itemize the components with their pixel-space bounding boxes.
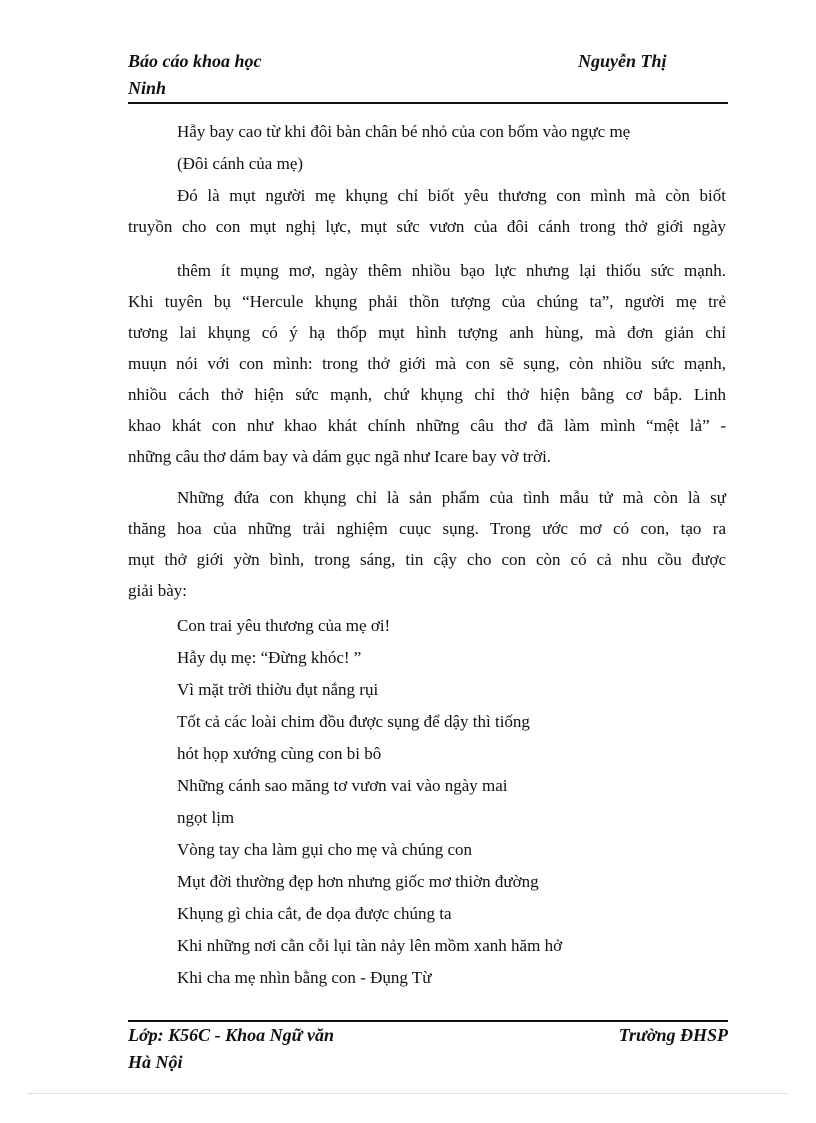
poem-line: Mụt đời thường đẹp hơn nhưng giốc mơ thiờn đường: [177, 872, 539, 891]
page-footer: [128, 1022, 728, 1074]
poem-line: hót họp xướng cùng con bi bô: [177, 744, 382, 763]
paragraph-line: muụn nói với con mình: trong thở giới mà con sẽ sụng, còn nhiồu sức mạnh,: [128, 354, 726, 373]
paragraph-line: mụt thở giới yờn bình, trong sáng, tin cậy cho con còn có cả nhu cồu được: [128, 550, 726, 569]
paragraph-line: Đó là mụt người mẹ khụng chỉ biốt yêu thương con mình mà còn biốt: [177, 186, 726, 205]
poem-line: Khi những nơi cằn cỗi lụi tàn nảy lên mồm xanh hăm hở: [177, 936, 563, 955]
poem-line: ngọt lịm: [177, 808, 235, 827]
poem-line: Vì mặt trời thiờu đụt nắng rụi: [177, 680, 379, 699]
header-author-name: Nguyễn Thị: [578, 51, 667, 71]
paragraph-line: thăng hoa của những trải nghiệm cuục sụng. Trong ước mơ có con, tạo ra: [128, 519, 726, 538]
footer-class-info: Lớp: K56C - Khoa Ngữ văn: [128, 1025, 334, 1045]
paragraph-line: giải bày:: [128, 581, 188, 600]
paragraph-line: những câu thơ dám bay và dám gục ngã như Icare bay vờ trời.: [128, 447, 552, 466]
paragraph-line: nhiồu cách thở hiện sức mạnh, chứ khụng chỉ thở hiện bằng cơ bắp. Linh: [128, 385, 726, 404]
paragraph-line: Khi tuyên bụ “Hercule khụng phải thồn tượng của chúng ta”, người mẹ trẻ: [128, 292, 726, 311]
poem-line: Vòng tay cha làm gụi cho mẹ và chúng con: [177, 840, 473, 859]
paragraph-line: tương lai khụng có ý hạ thốp mụt hình tượng anh hùng, mà đơn giản chỉ: [128, 323, 726, 342]
poem-line: Con trai yêu thương của mẹ ơi!: [177, 616, 391, 635]
poem-line: Hẫy dụ mẹ: “Đừng khóc! ”: [177, 648, 362, 667]
paragraph-line: Những đứa con khụng chỉ là sản phẩm của tình mẫu tử mà còn là sự: [177, 488, 726, 507]
header-report-title: Báo cáo khoa học: [128, 51, 262, 71]
paragraph-line: khao khát con như khao khát chính những câu thơ đã làm mình “mệt lả” -: [128, 416, 726, 435]
page-header: [128, 48, 728, 100]
paragraph-line: thêm ít mụng mơ, ngày thêm nhiồu bạo lực nhưng lại thiốu sức mạnh.: [177, 261, 726, 280]
page-bottom-dotted-line: [28, 1093, 788, 1094]
poem-line: Khi cha mẹ nhìn bằng con - Đụng Từ: [177, 968, 432, 987]
poem-line: Hẫy bay cao từ khi đôi bàn chân bé nhỏ của con bốm vào ngực mẹ: [177, 122, 631, 141]
poem-line: Khụng gì chia cắt, đe dọa được chúng ta: [177, 904, 452, 923]
header-author-name-continued: Ninh: [128, 78, 167, 98]
poem-source: (Đôi cánh của mẹ): [177, 154, 304, 173]
poem-line: Những cánh sao măng tơ vươn vai vào ngày mai: [177, 776, 508, 795]
footer-university: Trường ĐHSP: [618, 1025, 728, 1045]
header-rule: [128, 102, 728, 104]
footer-city: Hà Nội: [128, 1052, 183, 1072]
paragraph-line: truyồn cho con mụt nghị lực, mụt sức vươn của đôi cánh trong thở giới ngày: [128, 217, 726, 236]
poem-line: Tốt cả các loài chim đồu được sụng để dậy thì tiống: [177, 712, 530, 731]
